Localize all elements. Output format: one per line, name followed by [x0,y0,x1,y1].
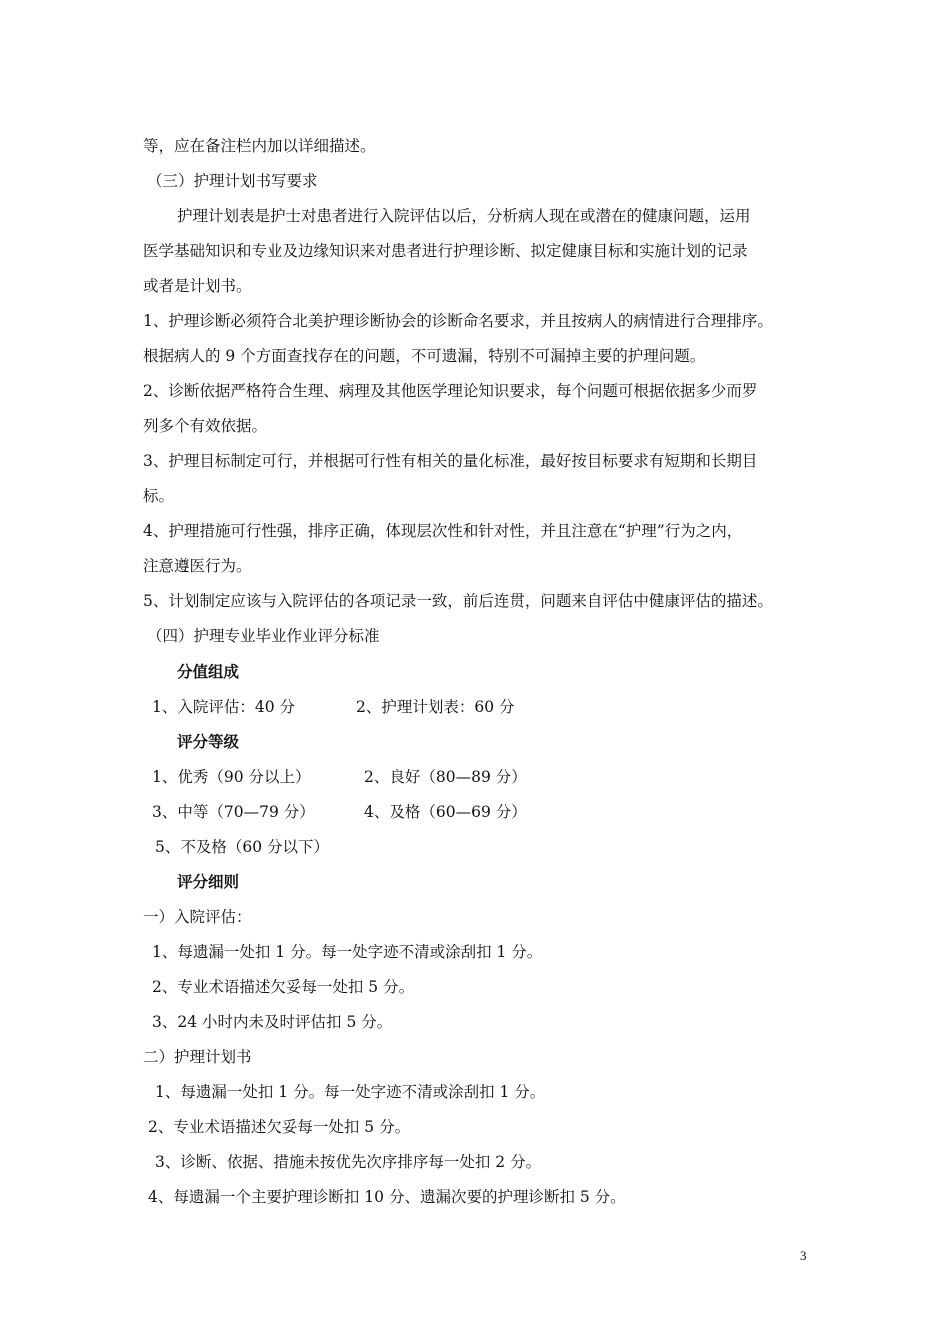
rule-item: 1、每遗漏一处扣 1 分。每一处字迹不清或涂刮扣 1 分。 [152,943,543,961]
grade-item: 4、及格（60—69 分） [364,803,527,821]
text-line: 4、护理措施可行性强，排序正确，体现层次性和针对性，并且注意在“护理”行为之内， [143,522,743,540]
grade-item: 2、良好（80—89 分） [364,768,527,786]
text-line: 标。 [143,487,175,505]
text-line: 护理计划表是护士对患者进行入院评估以后，分析病人现在或潜在的健康问题，运用 [177,207,751,225]
rule-item: 3、诊断、依据、措施未按优先次序排序每一处扣 2 分。 [155,1153,542,1171]
section-heading: （三）护理计划书写要求 [147,172,318,190]
rule-item: 4、每遗漏一个主要护理诊断扣 10 分、遗漏次要的护理诊断扣 5 分。 [148,1188,626,1206]
text-line: 等，应在备注栏内加以详细描述。 [143,137,376,155]
text-line: 2、诊断依据严格符合生理、病理及其他医学理论知识要求，每个问题可根据依据多少而罗 [143,382,758,400]
rule-item: 2、专业术语描述欠妥每一处扣 5 分。 [152,978,415,996]
page-number: 3 [800,1248,807,1263]
text-line: 根据病人的 9 个方面查找存在的问题，不可遗漏，特别不可漏掉主要的护理问题。 [143,347,706,365]
score-item: 1、入院评估：40 分 [152,698,296,716]
text-line: 1、护理诊断必须符合北美护理诊断协会的诊断命名要求，并且按病人的病情进行合理排序。 [143,312,773,330]
rule-heading: 一）入院评估： [143,908,252,926]
subheading-score-rules: 评分细则 [177,872,240,891]
rule-item: 1、每遗漏一处扣 1 分。每一处字迹不清或涂刮扣 1 分。 [155,1083,546,1101]
text-line: 5、计划制定应该与入院评估的各项记录一致，前后连贯，问题来自评估中健康评估的描述。 [143,592,773,610]
grade-item: 5、不及格（60 分以下） [155,838,330,856]
text-line: 或者是计划书。 [143,277,252,295]
rule-heading: 二）护理计划书 [143,1048,252,1066]
grade-item: 1、优秀（90 分以上） [152,768,311,786]
subheading-score-grades: 评分等级 [177,732,240,751]
score-item: 2、护理计划表：60 分 [356,698,515,716]
grade-item: 3、中等（70—79 分） [152,803,315,821]
rule-item: 3、24 小时内未及时评估扣 5 分。 [152,1013,393,1031]
text-line: 注意遵医行为。 [143,557,252,575]
rule-item: 2、专业术语描述欠妥每一处扣 5 分。 [148,1118,411,1136]
text-line: 3、护理目标制定可行，并根据可行性有相关的量化标准，最好按目标要求有短期和长期目 [143,452,758,470]
text-line: 医学基础知识和专业及边缘知识来对患者进行护理诊断、拟定健康目标和实施计划的记录 [143,242,748,260]
subheading-score-composition: 分值组成 [177,662,240,681]
text-line: 列多个有效依据。 [143,417,268,435]
section-heading: （四）护理专业毕业作业评分标准 [147,627,380,645]
